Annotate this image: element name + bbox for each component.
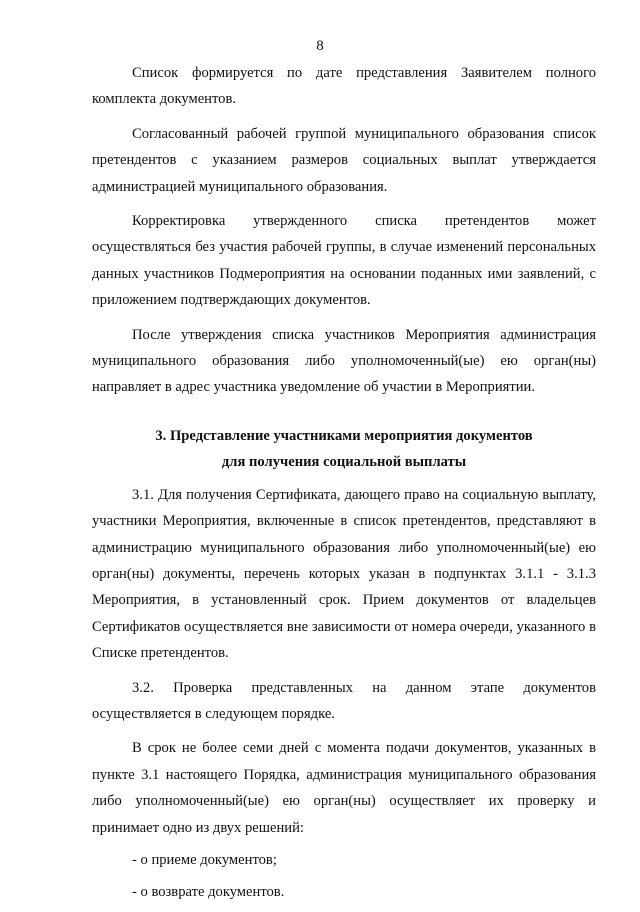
paragraph-3-1: 3.1. Для получения Сертификата, дающего право на социальную выплату, участники Мероприятия, включенные в список претендентов, представляют в администрацию муниципального образования либо уполномоченный(ые) ею орган(ны) документы, перечень которых указан в подпунктах 3.1.1 - 3.1.3 Мероприятия, в установленный срок. Прием документов от владельцев Сертификатов осуществляется вне зависимости от номера очереди, указанного в Списке претендентов. — [92, 486, 596, 662]
list-item-return: - о возврате документов. — [132, 884, 285, 901]
page-number: 8 — [316, 38, 324, 54]
paragraph-review-term: В срок не более семи дней с момента подачи документов, указанных в пункте 3.1 настоящего Порядка, администрация муниципального образования либо уполномоченный(ые) ею орган(ны) осуществляет их проверку и принимает одно из двух решений: — [92, 740, 596, 836]
decision-list — [92, 847, 596, 906]
paragraph-list-approval: Согласованный рабочей группой муниципального образования список претендентов с указанием размеров социальных выплат утверждается администрацией муниципального образования. — [92, 125, 596, 195]
paragraph-participant-notice: После утверждения списка участников Мероприятия администрация муниципального образования либо уполномоченный(ые) ею орган(ны) направляет в адрес участника уведомление об участии в Мероприятии. — [92, 326, 596, 396]
document-body — [92, 60, 596, 912]
list-item-accept: - о приеме документов; — [132, 851, 277, 868]
paragraph-3-2: 3.2. Проверка представленных на данном этапе документов осуществляется в следующем порядке. — [92, 679, 596, 722]
section-heading-line-2: для получения социальной выплаты — [221, 454, 467, 471]
paragraph-list-formation: Список формируется по дате представления Заявителем полного комплекта документов. — [92, 65, 596, 108]
section-heading-line-1: 3. Представление участниками мероприятия документов — [155, 427, 533, 444]
paragraph-list-correction: Корректировка утвержденного списка претендентов может осуществляться без участия рабочей группы, в случае изменений персональных данных участников Подмероприятия на основании поданных ими заявлений, с приложением подтверждающих документов. — [92, 213, 596, 309]
section-heading — [92, 423, 596, 476]
